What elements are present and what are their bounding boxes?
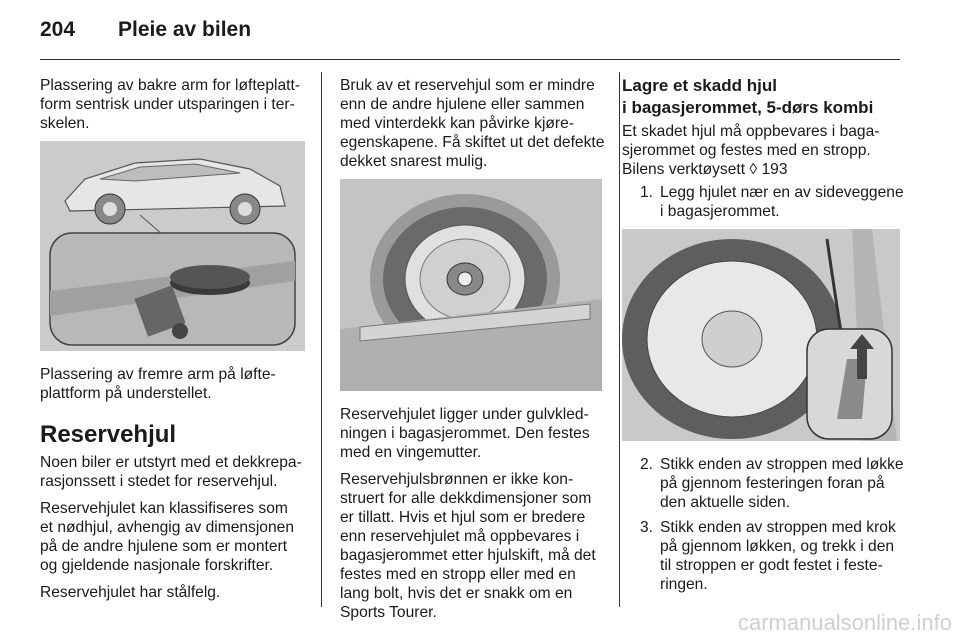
subheading-line1: Lagre et skadd hjul xyxy=(622,76,777,95)
paragraph: Plassering av bakre arm for løfteplattform sentrisk under utsparingen i terskelen. xyxy=(40,77,301,132)
step-text: Legg hjulet nær en av sideveggene i bagasjerommet. xyxy=(660,184,904,220)
reference-arrow-icon: ◊ xyxy=(749,161,758,178)
car-lift-illustration xyxy=(40,141,305,351)
watermark: carmanualsonline.info xyxy=(737,610,952,635)
column-right xyxy=(622,76,904,602)
column-middle xyxy=(340,76,605,630)
heading-reservehjul: Reservehjul xyxy=(40,421,177,448)
cross-reference xyxy=(622,160,904,179)
spare-wheel-illustration xyxy=(340,179,602,391)
step-number: 3. xyxy=(640,519,654,536)
paragraph: Reservehjulsbrønnen er ikke konstruert for alle dekkdimensjoner som er tillatt. Hvis et hjul som er bredere enn reservehjulet må oppbevares i bagasjerommet etter hjulskift, må det festes med en stropp eller med en lang bolt, hvis det er snakk om en Sports Tourer. xyxy=(340,471,596,621)
paragraph: Reservehjulet ligger under gulvkledningen i bagasjerommet. Den festes med en vingemutter. xyxy=(340,406,590,461)
step-number: 2. xyxy=(640,456,654,473)
list-item xyxy=(622,455,904,512)
list-item xyxy=(622,518,904,594)
step-number: 1. xyxy=(640,184,654,201)
step-list xyxy=(622,183,904,221)
column-left xyxy=(40,76,305,610)
strap-wheel-illustration xyxy=(622,229,900,441)
header-divider xyxy=(40,59,900,60)
page-header xyxy=(40,18,251,48)
list-item xyxy=(622,183,904,221)
paragraph: Reservehjulet har stålfelg. xyxy=(40,584,221,601)
reference-text: Bilens verktøysett xyxy=(622,161,746,178)
step-text: Stikk enden av stroppen med løkke på gjennom festeringen foran på den aktuelle siden. xyxy=(660,456,904,511)
step-list xyxy=(622,455,904,594)
subheading-line2: i bagasjerommet, 5-dørs kombi xyxy=(622,98,874,117)
paragraph: Et skadet hjul må oppbevares i bagasjerommet og festes med en stropp. xyxy=(622,123,880,159)
paragraph: Noen biler er utstyrt med et dekkreparasjonssett i stedet for reservehjul. xyxy=(40,454,302,490)
column-divider xyxy=(321,72,322,607)
paragraph: Reservehjulet kan klassifiseres som et nødhjul, avhengig av dimensjonen på de andre hjulene som er montert og gjeldende nasjonale forskrifter. xyxy=(40,500,294,574)
step-text: Stikk enden av stroppen med krok på gjennom løkken, og trekk i den til stroppen er godt festet i festeringen. xyxy=(660,519,896,593)
paragraph: Bruk av et reservehjul som er mindre enn de andre hjulene eller sammen med vinterdekk kan påvirke kjøreegenskapene. Få skiftet ut det defekte dekket snarest mulig. xyxy=(340,77,605,170)
section-title: Pleie av bilen xyxy=(118,18,252,41)
column-divider xyxy=(619,72,620,607)
paragraph: Plassering av fremre arm på løfteplattform på understellet. xyxy=(40,366,276,402)
page-number: 204 xyxy=(40,18,76,41)
reference-page[interactable]: 193 xyxy=(761,161,788,178)
